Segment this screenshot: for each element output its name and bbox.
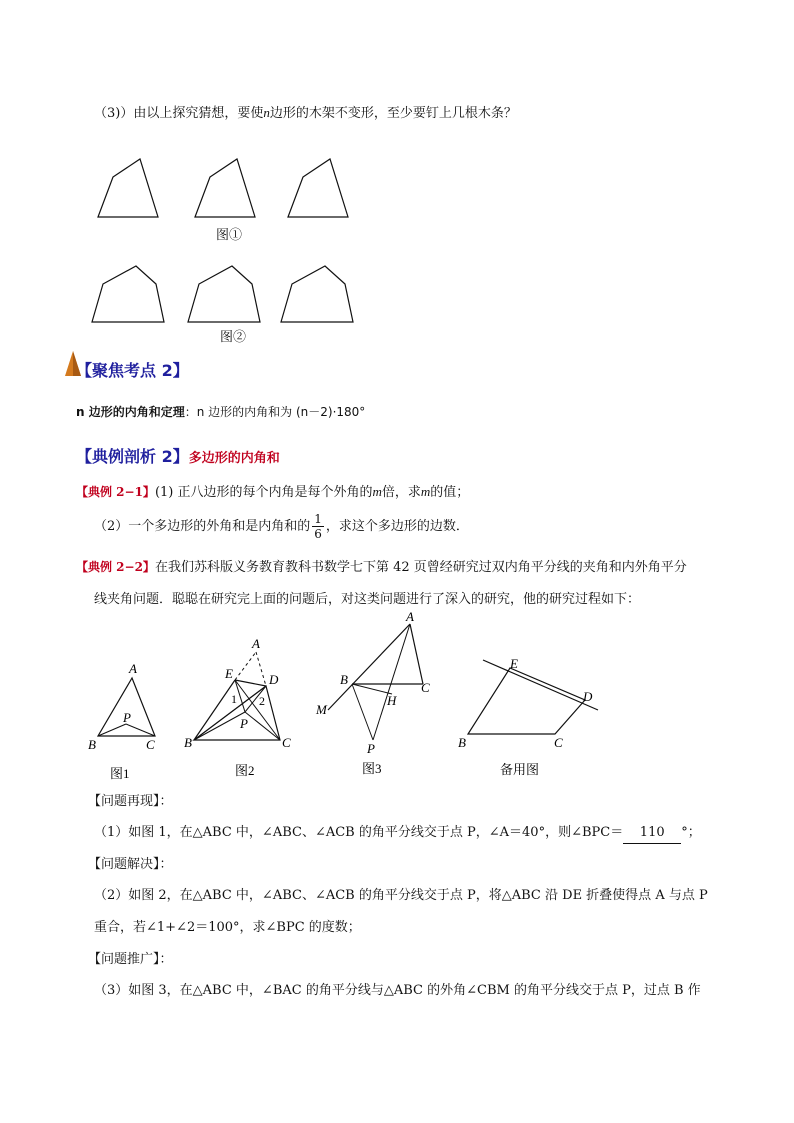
- problem-solve-line1: （2）如图 2，在△ABC 中，∠ABC、∠ACB 的角平分线交于点 P，将△ABC 沿 DE 折叠使得点 A 与点 P: [94, 888, 708, 903]
- figure-2-pentagons: [88, 262, 388, 328]
- figure-caption-1: 图1: [110, 766, 130, 781]
- example-2-1-part1: [76, 482, 469, 503]
- example-2-1-tag: 【典例 2−1】: [76, 485, 155, 499]
- figure-1-quadrilaterals: [90, 155, 380, 225]
- example-2-2-line2: 线夹角问题．聪聪在研究完上面的问题后，对这类问题进行了深入的研究，他的研究过程如下：: [94, 592, 641, 607]
- problem-solve-line2: 重合，若∠1+∠2＝100°，求∠BPC 的度数；: [94, 920, 361, 935]
- fig3-label-B: B: [340, 672, 348, 687]
- frac-den: 6: [314, 527, 322, 541]
- example-analysis-subtitle: 多边形的内角和: [188, 451, 280, 466]
- spare-label-C: C: [554, 735, 563, 750]
- fig1-label-P: P: [123, 710, 131, 725]
- problem-reappear-text: [94, 823, 701, 844]
- theorem-title: n 边形的内角和定理: [76, 405, 185, 419]
- example-2-1-part2: [94, 512, 469, 542]
- figure-caption-3: 图3: [362, 761, 382, 776]
- fig3-label-P: P: [367, 741, 375, 756]
- quadrilateral-2: [195, 159, 255, 217]
- ex21-text-b: 倍，求: [381, 485, 421, 500]
- figure-caption-spare: 备用图: [500, 762, 540, 777]
- quadrilateral-1: [98, 159, 158, 217]
- problem-extend-label: 【问题推广】：: [88, 952, 173, 967]
- fig3-label-M: M: [316, 702, 327, 717]
- q3-suffix: 边形的木架不变形，至少要钉上几根木条？: [269, 106, 517, 121]
- var-m: m: [372, 484, 382, 499]
- fig3-label-A: A: [406, 612, 414, 624]
- figure-caption-2: 图2: [235, 763, 255, 778]
- pentagon-3: [281, 266, 353, 322]
- geometry-figure-3: [315, 612, 430, 776]
- fig2-label-D: D: [269, 672, 279, 687]
- problem-reappear-label: 【问题再现】：: [88, 794, 173, 809]
- example-2-2-line1: [76, 557, 687, 578]
- spare-label-D: D: [583, 689, 593, 704]
- ex21-part2-a: （2）一个多边形的外角和是内角和的: [94, 519, 311, 534]
- fig1-label-B: B: [88, 737, 96, 752]
- fig2-label-E: E: [225, 666, 233, 681]
- fraction-one-sixth: [312, 512, 324, 541]
- q3-prefix: （3)）由以上探究猜想，要使: [94, 106, 264, 121]
- figure-2-caption: 图②: [220, 330, 247, 345]
- reappear-answer-blank: 110: [623, 823, 681, 844]
- reappear-tail: °；: [681, 825, 701, 840]
- figure-1-caption: 图①: [216, 228, 243, 243]
- ex21-part2-b: ，求这个多边形的边数．: [325, 519, 469, 534]
- pentagon-2: [188, 266, 260, 322]
- spare-label-E: E: [510, 656, 518, 671]
- example-analysis-label: 【典例剖析 2】: [76, 447, 189, 466]
- pentagon-1: [92, 266, 164, 322]
- fig2-label-C: C: [282, 735, 291, 750]
- fig3-label-C: C: [421, 680, 430, 695]
- example-2-2-tag: 【典例 2−2】: [76, 560, 155, 574]
- ex21-text-a: (1) 正八边形的每个内角是每个外角的: [154, 485, 373, 500]
- frac-num: 1: [314, 512, 322, 526]
- fig3-label-H: H: [387, 693, 397, 708]
- theorem-line: [76, 402, 365, 422]
- var-m-2: m: [420, 484, 431, 499]
- question-3: [94, 103, 517, 124]
- geometry-figure-spare: [458, 656, 598, 777]
- geometry-figure-2: [184, 636, 291, 778]
- fig2-label-B: B: [184, 735, 192, 750]
- problem-extend-line1: （3）如图 3，在△ABC 中，∠BAC 的角平分线与△ABC 的外角∠CBM 的角平分线交于点 P，过点 B 作: [94, 983, 701, 998]
- fig2-label-2: 2: [259, 694, 265, 708]
- fig2-label-1: 1: [231, 692, 237, 706]
- ex22-line1: 在我们苏科版义务教育教科书数学七下第 42 页曾经研究过双内角平分线的夹角和内外角平分: [154, 560, 687, 575]
- ex21-text-c: 的值；: [430, 485, 470, 500]
- problem-solve-label: 【问题解决】：: [88, 857, 173, 872]
- fig2-label-A: A: [252, 636, 260, 651]
- spare-label-B: B: [458, 735, 466, 750]
- geometry-figure-1: [88, 661, 155, 781]
- fig2-label-P: P: [240, 716, 248, 731]
- fig1-label-A: A: [129, 661, 137, 676]
- example-analysis-heading: [76, 444, 280, 467]
- focus-heading: 【聚焦考点 2】: [76, 361, 189, 380]
- theorem-text: ：n 边形的内角和为 (n－2)·180°: [184, 405, 366, 419]
- q3-var: n: [263, 105, 270, 120]
- quadrilateral-3: [288, 159, 348, 217]
- reappear-question: （1）如图 1，在△ABC 中，∠ABC、∠ACB 的角平分线交于点 P，∠A＝40°，则∠BPC＝: [94, 825, 624, 840]
- fig1-label-C: C: [146, 737, 155, 752]
- geometry-figures: [80, 612, 620, 784]
